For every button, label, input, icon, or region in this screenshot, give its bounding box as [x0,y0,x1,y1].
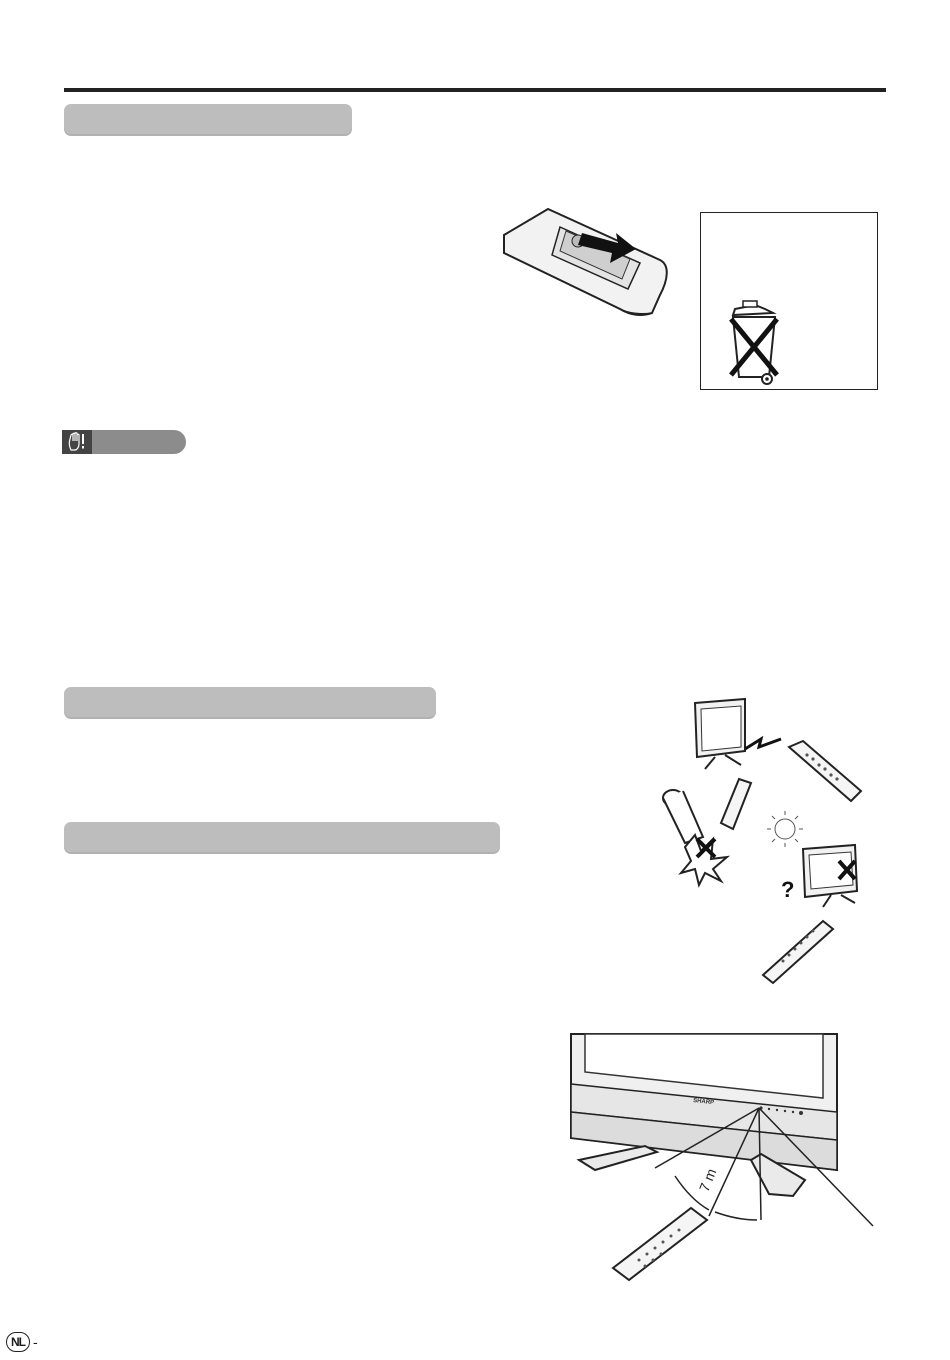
sun-icon [767,811,803,847]
header-rule [64,88,886,92]
question-icon: ? [781,877,795,902]
section-bar-range [64,822,500,854]
caution-hand-icon [62,430,92,454]
tv-remote-range-illustration [565,1030,895,1285]
section-bar-battery [64,104,352,136]
svg-text:SHARP: SHARP [692,1098,715,1107]
page-number-dash: - [33,1334,38,1350]
remote-battery-cover-icon [500,205,675,320]
tv-icon [695,699,745,769]
remote-care-illustration [655,695,870,985]
language-badge: NL [6,1332,30,1352]
crossed-bin-icon [721,299,781,387]
caution-badge [62,430,186,454]
range-distance-label: 7 m [695,1166,720,1194]
section-bar-remote-care [64,687,436,719]
remote-control-icon [789,741,861,801]
page-footer [6,1332,38,1352]
battery-disposal-box [700,212,878,390]
